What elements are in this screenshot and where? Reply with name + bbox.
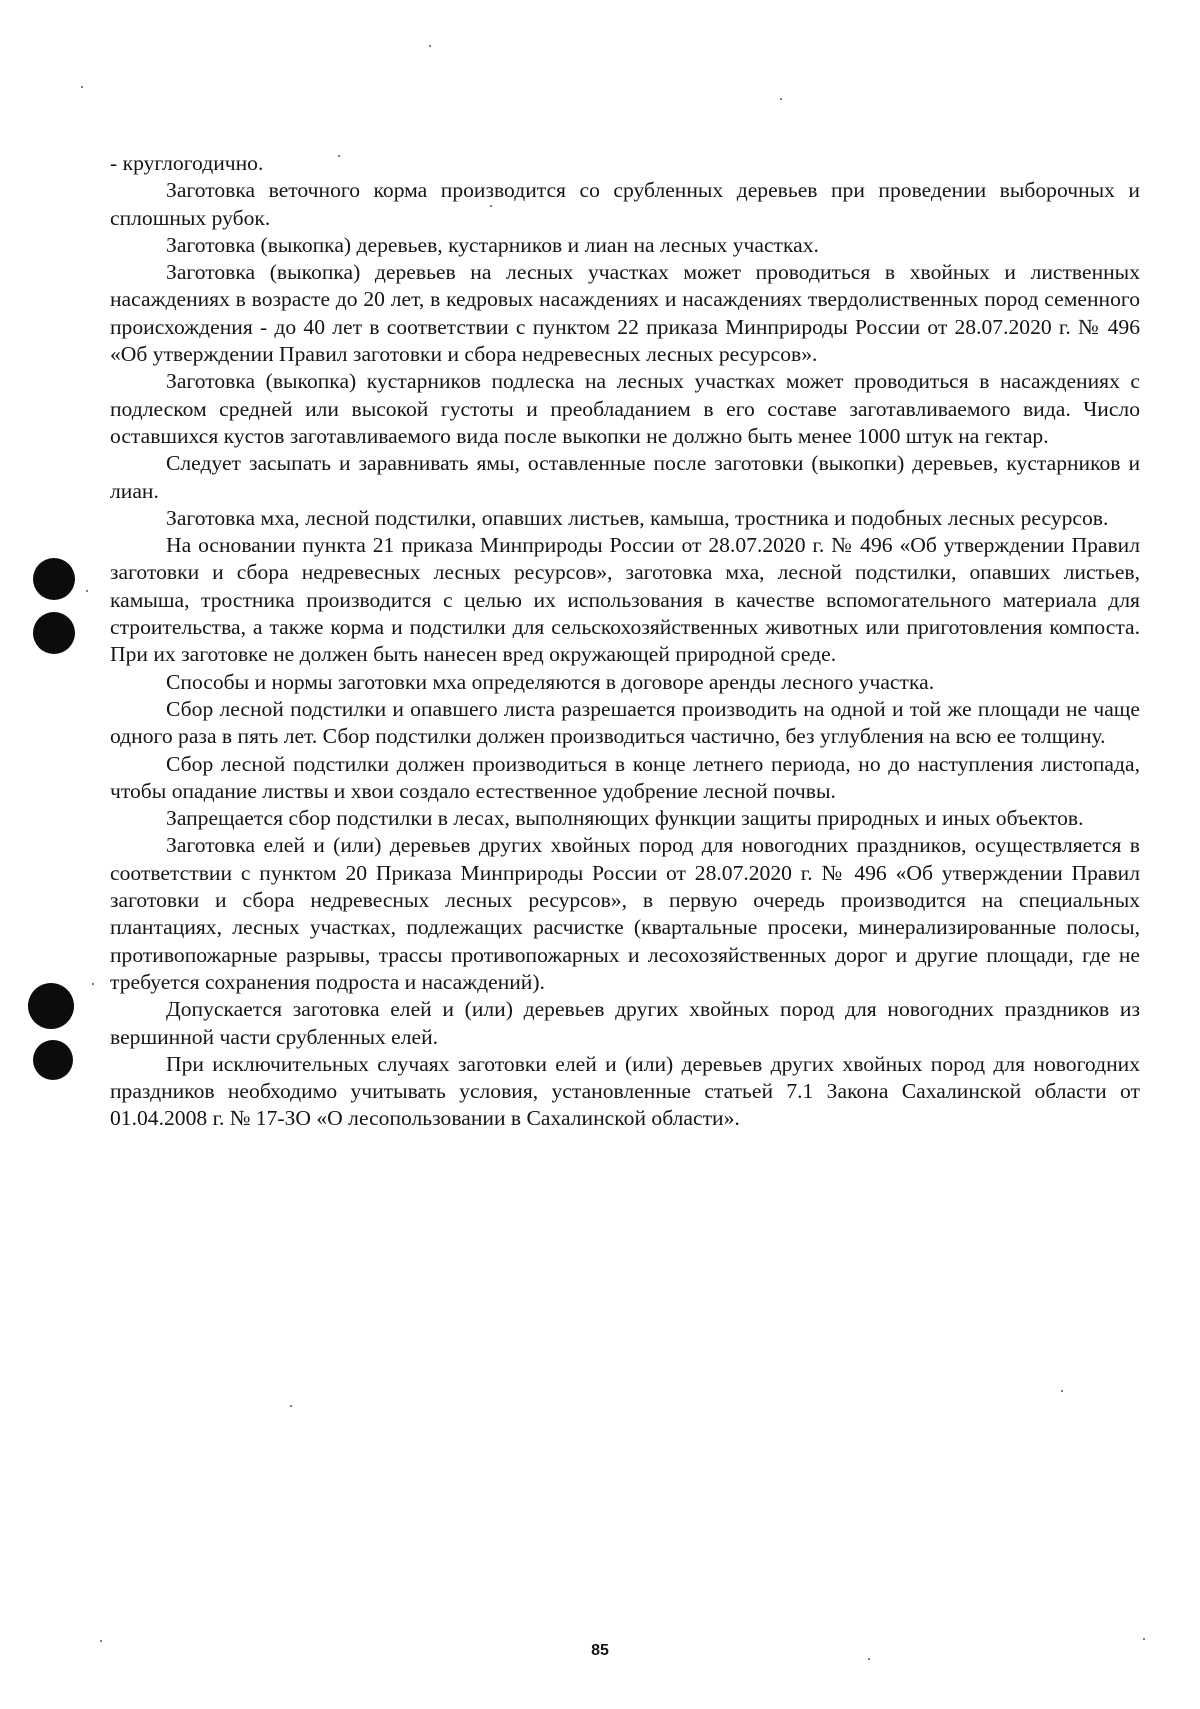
punch-hole <box>33 612 75 654</box>
paragraph: Сбор лесной подстилки и опавшего листа разрешается производить на одной и той же площади не чаще одного раза в пять лет. Сбор подстилки должен производиться частично, без углубления на всю ее толщину. <box>110 696 1140 749</box>
paragraph: Заготовка мха, лесной подстилки, опавших листьев, камыша, тростника и подобных лесных ресурсов. <box>166 505 1109 530</box>
punch-hole <box>33 1040 73 1080</box>
document-body <box>110 150 1140 1133</box>
scan-speck <box>429 45 431 47</box>
paragraph: Заготовка веточного корма производится со срубленных деревьев при проведении выборочных и сплошных рубок. <box>110 178 1140 230</box>
paragraph: Заготовка (выкопка) деревьев на лесных участках может проводиться в хвойных и лиственных насаждениях в возрасте до 20 лет, в кедровых насаждениях и насаждениях твердолиственных пород семенного происхождения - до 40 лет в соответствии с пунктом 22 приказа Минприроды России от 28.07.2020 г. № 496 «Об утверждении Правил заготовки и сбора недревесных лесных ресурсов». <box>110 260 1140 367</box>
punch-hole <box>28 983 74 1029</box>
paragraph: Заготовка (выкопка) кустарников подлеска на лесных участках может проводиться в насаждениях с подлеском средней или высокой густоты и преобладанием в его составе заготавливаемого вида. Число оставшихся кустов заготавливаемого вида после выкопки не должно быть менее 1000 штук на гектар. <box>110 369 1140 448</box>
paragraph: На основании пункта 21 приказа Минприроды России от 28.07.2020 г. № 496 «Об утверждении Правил заготовки и сбора недревесных лесных ресурсов», заготовка мха, лесной подстилки, опавших листьев, камыша, тростника производится с целью их использования в качестве вспомогательного материала для строительства, а также корма и подстилки для сельскохозяйственных животных или приготовления компоста. При их заготовке не должен быть нанесен вред окружающей природной среде. <box>110 533 1140 667</box>
scan-speck <box>92 983 94 985</box>
scan-speck <box>780 98 782 100</box>
paragraph: При исключительных случаях заготовки елей и (или) деревьев других хвойных пород для новогодних праздников необходимо учитывать условия, установленные статьей 7.1 Закона Сахалинской области от 01.04.2008 г. № 17-ЗО «О лесопользовании в Сахалинской области». <box>110 1051 1140 1131</box>
paragraph: Допускается заготовка елей и (или) деревьев других хвойных пород для новогодних праздников из вершинной части срубленных елей. <box>110 997 1140 1049</box>
scan-speck <box>1143 1638 1145 1640</box>
punch-hole <box>33 558 75 600</box>
paragraph: Запрещается сбор подстилки в лесах, выполняющих функции защиты природных и иных объектов. <box>166 806 1084 831</box>
scan-speck <box>290 1405 292 1407</box>
paragraph: - круглогодично. <box>110 151 264 175</box>
paragraph: Следует засыпать и заравнивать ямы, оставленные после заготовки (выкопки) деревьев, кустарников и лиан. <box>110 451 1140 503</box>
scan-speck <box>81 86 83 88</box>
scan-speck <box>1061 1390 1063 1392</box>
paragraph: Заготовка елей и (или) деревьев других хвойных пород для новогодних праздников, осуществляется в соответствии с пунктом 20 Приказа Минприроды России от 28.07.2020 г. № 496 «Об утверждении Правил заготовки и сбора недревесных лесных ресурсов», в первую очередь производится на специальных плантациях, лесных участках, подлежащих расчистке (квартальные просеки, минерализированные полосы, противопожарные разрывы, трассы противопожарных и лесохозяйственных дорог и другие площади, где не требуется сохранения подроста и насаждений). <box>110 833 1140 994</box>
page-number: 85 <box>591 1642 609 1659</box>
paragraph: Заготовка (выкопка) деревьев, кустарников и лиан на лесных участках. <box>166 232 819 257</box>
paragraph: Способы и нормы заготовки мха определяются в договоре аренды лесного участка. <box>166 669 935 694</box>
scan-speck <box>86 590 88 592</box>
paragraph: Сбор лесной подстилки должен производиться в конце летнего периода, но до наступления листопада, чтобы опадание листвы и хвои создало естественное удобрение лесной почвы. <box>110 751 1140 803</box>
